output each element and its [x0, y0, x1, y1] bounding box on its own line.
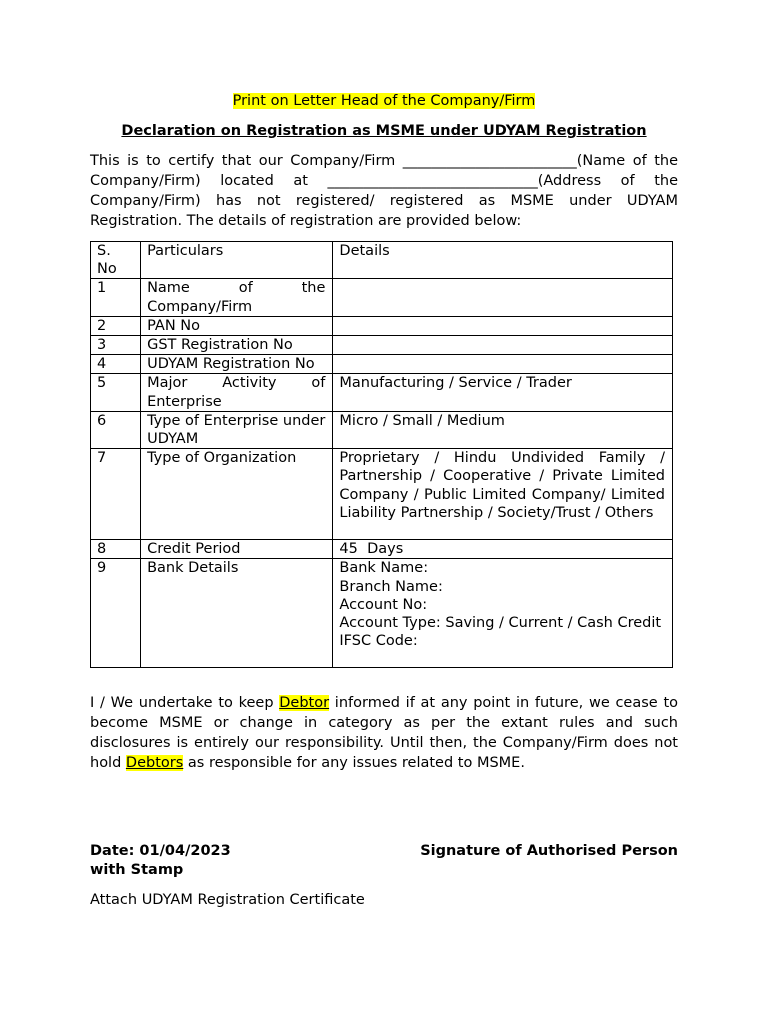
row-particular: Type of Enterprise under UDYAM — [141, 411, 333, 448]
registration-table — [90, 241, 673, 668]
table-row — [91, 540, 673, 559]
attach-note: Attach UDYAM Registration Certificate — [90, 892, 365, 908]
debtor-highlight: Debtor — [279, 695, 330, 711]
row-particular: PAN No — [141, 316, 333, 335]
table-row — [91, 411, 673, 448]
row-details — [333, 279, 673, 316]
row-details: Micro / Small / Medium — [333, 411, 673, 448]
row-particular: Bank Details — [141, 559, 333, 668]
row-details — [333, 336, 673, 355]
account-no-line: Account No: — [339, 596, 428, 613]
print-note-text: Print on Letter Head of the Company/Firm — [232, 93, 536, 109]
row-details: Manufacturing / Service / Trader — [333, 374, 673, 411]
bank-name-line: Bank Name: — [339, 560, 429, 577]
stamp-label: with Stamp — [90, 862, 184, 878]
row-sno: 3 — [91, 336, 141, 355]
undertaking-part1: I / We undertake to keep — [90, 695, 280, 711]
table-row — [91, 316, 673, 335]
account-type-line: Account Type: Saving / Current / Cash Credit — [339, 615, 662, 632]
row-sno: 6 — [91, 411, 141, 448]
header-details: Details — [333, 242, 673, 279]
header-sno: S. No — [91, 242, 141, 279]
row-particular: GST Registration No — [141, 336, 333, 355]
table-row — [91, 336, 673, 355]
date-label: Date: 01/04/2023 — [90, 843, 231, 859]
row-sno: 1 — [91, 279, 141, 316]
table-row — [91, 449, 673, 540]
row-particular: UDYAM Registration No — [141, 355, 333, 374]
branch-name-line: Branch Name: — [339, 578, 443, 595]
table-row — [91, 374, 673, 411]
row-particular: Type of Organization — [141, 449, 333, 540]
undertaking-part2: informed if at any point in future, we cease to become MSME or change in category as per the extant rules and such disclosures is entirely our responsibility. Until then, the Company/Firm does not hold — [90, 695, 679, 771]
row-details — [333, 355, 673, 374]
row-sno: 7 — [91, 449, 141, 540]
row-sno: 4 — [91, 355, 141, 374]
row-details-bank — [333, 559, 673, 668]
row-particular: Name of the Company/Firm — [141, 279, 333, 316]
row-sno: 5 — [91, 374, 141, 411]
row-details: 45 Days — [333, 540, 673, 559]
declaration-heading: Declaration on Registration as MSME under UDYAM Registration — [121, 123, 647, 139]
row-particular: Major Activity of Enterprise — [141, 374, 333, 411]
header-particulars: Particulars — [141, 242, 333, 279]
table-row — [91, 559, 673, 668]
print-note — [0, 92, 768, 110]
signature-label: Signature of Authorised Person — [420, 843, 678, 859]
ifsc-code-line: IFSC Code: — [339, 633, 418, 650]
undertaking-paragraph — [90, 693, 678, 773]
row-details: Proprietary / Hindu Undivided Family / Partnership / Cooperative / Private Limited Company / Public Limited Company/ Limited Liability Partnership / Society/Trust / Others — [333, 449, 673, 540]
undertaking-part3: as responsible for any issues related to MSME. — [183, 755, 525, 771]
row-sno: 8 — [91, 540, 141, 559]
intro-paragraph: This is to certify that our Company/Firm ________________________(Name of the Company/Firm) located at _____________________________(Address of the Company/Firm) has not registered/ registered as MSME under UDYAM Registration. The details of registration are provided below: — [90, 153, 678, 229]
row-sno: 9 — [91, 559, 141, 668]
row-details — [333, 316, 673, 335]
table-row — [91, 279, 673, 316]
row-particular: Credit Period — [141, 540, 333, 559]
row-sno: 2 — [91, 316, 141, 335]
table-header-row — [91, 242, 673, 279]
table-row — [91, 355, 673, 374]
debtors-highlight: Debtors — [125, 755, 184, 771]
